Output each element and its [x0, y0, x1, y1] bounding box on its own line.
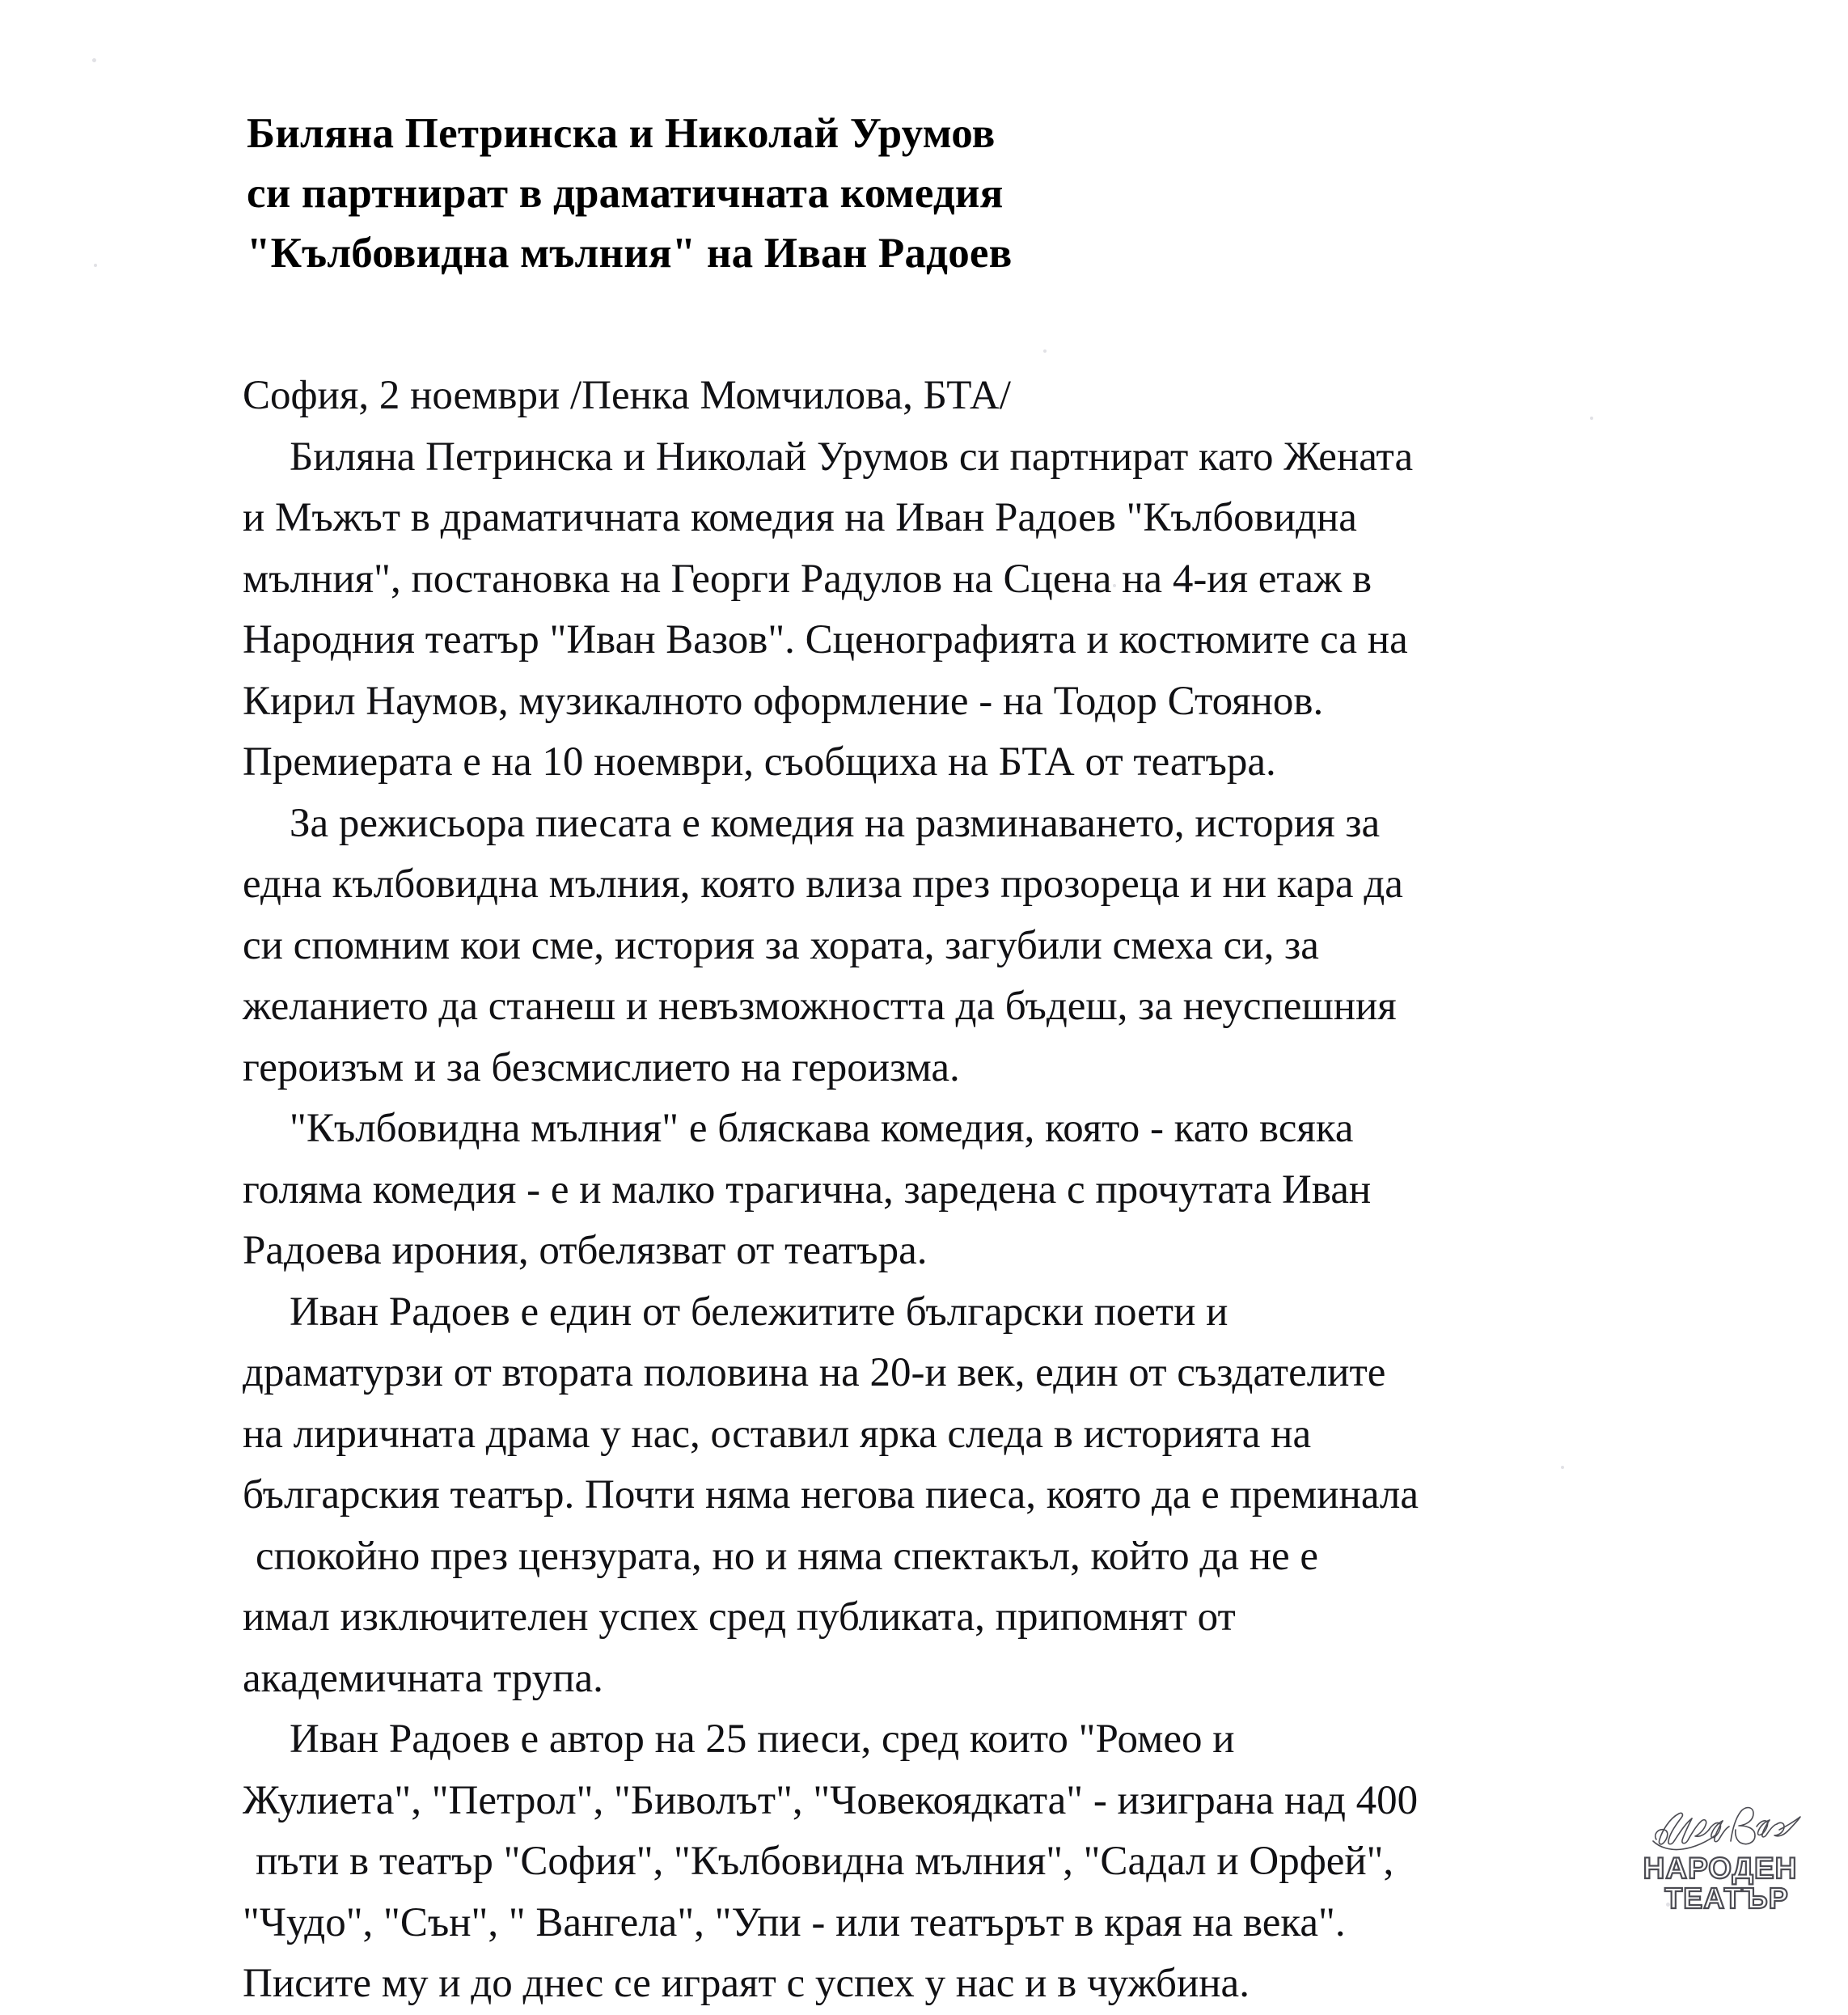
paragraph-line: и Мъжът в драматичната комедия на Иван Радоев "Кълбовидна — [243, 495, 1357, 540]
paragraph-line: За режисьора пиесата е комедия на разминаването, история за — [290, 800, 1381, 846]
scan-speck — [92, 58, 96, 62]
ivan-vazov-signature-icon — [1653, 1808, 1800, 1850]
paragraph-line: българския театър. Почти няма негова пиеса, която да е преминала — [243, 1472, 1419, 1518]
paragraph-line: имал изключителен успех сред публиката, припомнят от — [243, 1594, 1236, 1640]
dateline-text: София, 2 ноември /Пенка Момчилова, БТА/ — [243, 373, 1011, 418]
paragraph-line: героизъм и за безсмислието на героизма. — [243, 1044, 960, 1090]
paragraph-line: Премиерата е на 10 ноември, съобщиха на БТА от театъра. — [243, 739, 1276, 785]
paragraph-line: Радоева ирония, отбелязват от театъра. — [243, 1228, 928, 1273]
paragraph-2 — [243, 794, 1609, 1099]
headline-line-1: Биляна Петринска и Николай Урумов — [247, 110, 996, 157]
paragraph-line: голяма комедия - е и малко трагична, заредена с прочутата Иван — [243, 1166, 1372, 1213]
paragraph-4 — [243, 1282, 1609, 1710]
paragraph-line: Кирил Наумов, музикалното оформление - на Тодор Стоянов. — [243, 678, 1324, 724]
scan-speck — [1043, 349, 1047, 353]
paragraph-line: си спомним кои сме, история за хората, загубили смеха си, за — [243, 922, 1319, 968]
logo-word-teatar: ТЕАТЪР — [1664, 1882, 1789, 1915]
paragraph-5 — [243, 1709, 1609, 2015]
paragraph-line: "Чудо", "Сън", " Вангела", "Упи - или театърът в края на века". — [243, 1899, 1346, 1945]
paragraph-line: Биляна Петринска и Николай Урумов си партнират като Жената — [290, 434, 1414, 480]
paragraph-line: Иван Радоев е един от бележитите български поети и — [290, 1289, 1228, 1335]
paragraph-line: "Кълбовидна мълния" е бляскава комедия, която - като всяка — [290, 1106, 1354, 1151]
paragraph-line: мълния", постановка на Георги Радулов на Сцена на 4-ия етаж в — [243, 556, 1372, 602]
paragraph-line: Жулиета", "Петрол", "Биволът", "Човекоядката" - изиграна над 400 — [243, 1777, 1419, 1823]
headline-line-2: си партнират в драматичната комедия — [247, 170, 1004, 217]
paragraph-line: Писите му и до днес се играят с успех у нас и в чужбина. — [243, 1961, 1250, 2006]
paragraph-line: една кълбовидна мълния, която влиза през прозореца и ни кара да — [243, 861, 1403, 907]
dateline — [243, 366, 1609, 427]
paragraph-line: Народния театър "Иван Вазов". Сценографията и костюмите са на — [243, 617, 1408, 662]
paragraph-line: желанието да станеш и невъзможността да бъдеш, за неуспешния — [243, 984, 1397, 1029]
scan-speck — [94, 264, 97, 267]
paragraph-line: драматурзи от втората половина на 20-и век, един от създателите — [243, 1350, 1386, 1395]
headline-line-3: "Кълбовидна мълния" на Иван Радоев — [247, 230, 1013, 277]
logo-word-naroden: НАРОДЕН — [1643, 1852, 1798, 1885]
paragraph-line: пъти в театър "София", "Кълбовидна мълния", "Садал и Орфей", — [256, 1839, 1394, 1884]
paragraph-3 — [243, 1099, 1609, 1282]
paragraph-line: спокойно през цензурата, но и няма спектакъл, който да не е — [256, 1533, 1319, 1579]
article-body — [243, 366, 1609, 2015]
paragraph-line: на лиричната драма у нас, оставил ярка следа в историята на — [243, 1411, 1312, 1457]
paragraph-line: Иван Радоев е автор на 25 пиеси, сред които "Ромео и — [290, 1717, 1235, 1762]
paragraph-line: академичната трупа. — [243, 1655, 603, 1701]
paragraph-1 — [243, 427, 1609, 794]
headline — [247, 104, 1314, 283]
national-theatre-logo — [1635, 1794, 1805, 1920]
